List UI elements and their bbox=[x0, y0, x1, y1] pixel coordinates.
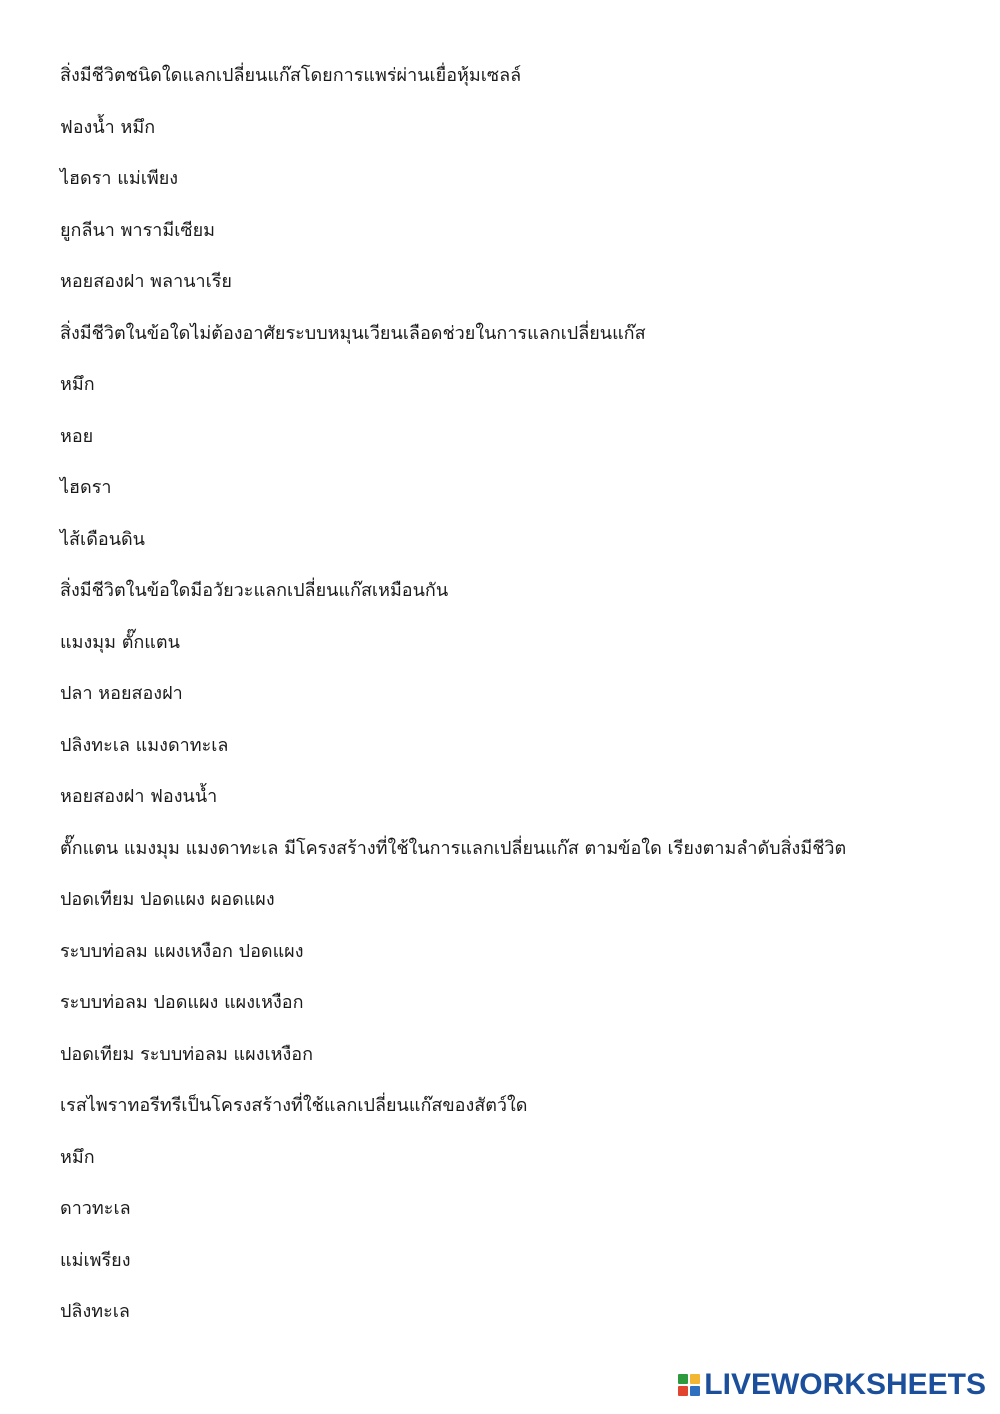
question-1-option-a: ฟองน้ำ หมึก bbox=[60, 117, 156, 138]
question-2-option-b: หอย bbox=[60, 426, 94, 447]
question-2: สิ่งมีชีวิตในข้อใดไม่ต้องอาศัยระบบหมุนเวียนเลือดช่วยในการแลกเปลี่ยนแก๊ส bbox=[60, 323, 646, 344]
question-1-option-d: หอยสองฝา พลานาเรีย bbox=[60, 271, 232, 292]
question-1-option-b: ไฮดรา แม่เพียง bbox=[60, 168, 179, 189]
question-5-option-c: แม่เพรียง bbox=[60, 1250, 131, 1271]
liveworksheets-brand bbox=[678, 1368, 986, 1402]
question-4-option-d: ปอดเทียม ระบบท่อลม แผงเหงือก bbox=[60, 1044, 314, 1065]
question-3-option-c: ปลิงทะเล แมงดาทะเล bbox=[60, 735, 229, 756]
question-4: ตั๊กแตน แมงมุม แมงดาทะเล มีโครงสร้างที่ใช้ในการแลกเปลี่ยนแก๊ส ตามข้อใด เรียงตามลำดับสิ่งมีชีวิต bbox=[60, 838, 847, 859]
question-5: เรสไพราทอรีทรีเป็นโครงสร้างที่ใช้แลกเปลี่ยนแก๊สของสัตว์ใด bbox=[60, 1095, 528, 1116]
question-3-option-b: ปลา หอยสองฝา bbox=[60, 683, 183, 704]
liveworksheets-logo-icon bbox=[678, 1374, 700, 1396]
question-2-option-c: ไฮดรา bbox=[60, 477, 112, 498]
logo-square-red bbox=[678, 1386, 688, 1396]
question-3-option-a: แมงมุม ตั๊กแตน bbox=[60, 632, 180, 653]
question-5-option-b: ดาวทะเล bbox=[60, 1198, 131, 1219]
question-4-option-c: ระบบท่อลม ปอดแผง แผงเหงือก bbox=[60, 992, 304, 1013]
question-1-option-c: ยูกลีนา พารามีเซียม bbox=[60, 220, 216, 241]
question-5-option-d: ปลิงทะเล bbox=[60, 1301, 130, 1322]
logo-square-yellow bbox=[690, 1374, 700, 1384]
brand-name: LIVEWORKSHEETS bbox=[704, 1368, 986, 1401]
question-5-option-a: หมึก bbox=[60, 1147, 95, 1168]
question-3-option-d: หอยสองฝา ฟองนน้ำ bbox=[60, 786, 218, 807]
question-2-option-d: ไส้เดือนดิน bbox=[60, 529, 145, 550]
question-4-option-a: ปอดเทียม ปอดแผง ผอดแผง bbox=[60, 889, 275, 910]
logo-square-green bbox=[678, 1374, 688, 1384]
question-4-option-b: ระบบท่อลม แผงเหงือก ปอดแผง bbox=[60, 941, 304, 962]
logo-square-blue bbox=[690, 1386, 700, 1396]
question-3: สิ่งมีชีวิตในข้อใดมีอวัยวะแลกเปลี่ยนแก๊สเหมือนกัน bbox=[60, 580, 449, 601]
question-1: สิ่งมีชีวิตชนิดใดแลกเปลี่ยนแก๊สโดยการแพร่ผ่านเยื่อหุ้มเซลล์ bbox=[60, 65, 522, 86]
question-2-option-a: หมึก bbox=[60, 374, 95, 395]
